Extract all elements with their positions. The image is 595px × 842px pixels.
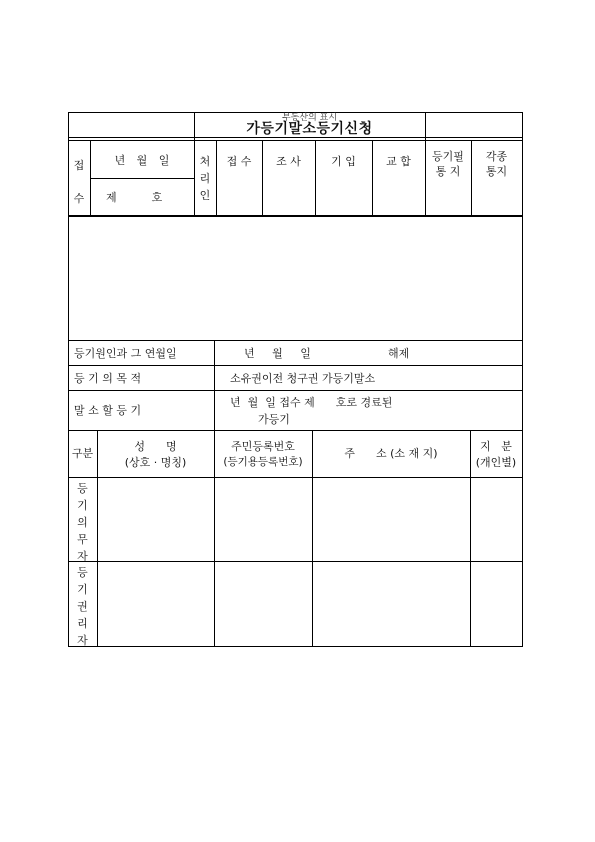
obligor-name-cell[interactable] (98, 478, 213, 560)
cancel-value-line2: 가등기 (258, 413, 290, 426)
reception-number: 제 호 (106, 191, 163, 204)
obligor-char: 자 (77, 550, 88, 563)
holder-name-cell[interactable] (98, 562, 213, 645)
rule-title-right (425, 112, 426, 140)
col-entry: 기 입 (331, 155, 356, 168)
rule-rec-proc (216, 140, 217, 215)
col-various-notice-1: 각종 (485, 150, 508, 163)
rule-property-bottom (68, 340, 523, 341)
party-col-address: 주 소 (소 재 지) (344, 447, 438, 460)
cause-date[interactable]: 년 월 일 (244, 347, 311, 360)
processor-label (194, 153, 216, 204)
cause-label: 등기원인과 그 연월일 (74, 347, 177, 360)
holder-char: 기 (77, 583, 88, 596)
rule-right (522, 112, 523, 646)
holder-char: 권 (77, 600, 88, 613)
holder-char: 등 (77, 566, 88, 579)
reception-side-top: 접 (73, 159, 85, 172)
purpose-value: 소유권이전 청구권 가등기말소 (230, 372, 376, 385)
party-col-kind: 구분 (71, 447, 94, 460)
property-area[interactable] (69, 217, 522, 340)
processor-char: 리 (199, 172, 211, 185)
party-col-name-1: 성 명 (134, 440, 177, 453)
cause-kind: 해제 (388, 347, 410, 360)
obligor-char: 기 (77, 499, 88, 512)
holder-address-cell[interactable] (313, 562, 469, 645)
rule-reception-mid (90, 178, 194, 179)
obligor-char: 등 (77, 482, 88, 495)
party-col-id-2: (등기용등록번호) (223, 456, 303, 468)
col-review: 조 사 (276, 155, 301, 168)
cancel-label: 말 소 할 등 기 (74, 404, 142, 417)
obligor-char: 무 (77, 533, 88, 546)
holder-id-cell[interactable] (215, 562, 311, 645)
obligor-id-cell[interactable] (215, 478, 311, 560)
col-various-notice-2: 통지 (485, 165, 508, 178)
obligor-label (68, 480, 97, 565)
rule-purpose-bottom (68, 390, 523, 391)
rule-cancel-bottom (68, 430, 523, 431)
col-complete-notice-2: 통 지 (435, 165, 461, 178)
party-col-share-2: (개인별) (475, 456, 517, 469)
col-complete-notice-1: 등기필 (432, 150, 464, 163)
rule-title-bottom-2 (68, 140, 523, 141)
party-col-id-1: 주민등록번호 (231, 440, 295, 453)
holder-share-cell[interactable] (471, 562, 521, 645)
form-title: 가등기말소등기신청 (246, 121, 373, 137)
property-display-overlay: 부동산의 표시 (281, 113, 338, 123)
reception-side-bottom: 수 (73, 192, 85, 205)
purpose-label: 등 기 의 목 적 (74, 372, 142, 385)
processor-char: 처 (199, 155, 211, 168)
rule-rec-col3 (372, 140, 373, 215)
rule-rec-col2 (315, 140, 316, 215)
cancel-value-line1[interactable]: 년 월 일 접수 제 호로 경료된 (230, 396, 393, 409)
reception-date: 년 월 일 (114, 154, 170, 167)
obligor-address-cell[interactable] (313, 478, 469, 560)
rule-title-bottom (68, 137, 523, 138)
rule-cause-bottom (68, 365, 523, 366)
holder-label (68, 564, 97, 649)
party-col-name-2: (상호 · 명칭) (124, 456, 187, 469)
processor-char: 인 (199, 189, 211, 202)
obligor-char: 의 (77, 516, 88, 529)
holder-char: 자 (77, 634, 88, 647)
rule-label-split (214, 340, 215, 430)
obligor-share-cell[interactable] (471, 478, 521, 560)
rule-rec-side (90, 140, 91, 215)
holder-char: 리 (77, 617, 88, 630)
rule-rec-col1 (262, 140, 263, 215)
col-check: 교 합 (386, 155, 411, 168)
rule-bottom (68, 646, 523, 647)
col-receipt: 접 수 (226, 155, 252, 168)
party-col-share-1: 지 분 (480, 440, 512, 453)
